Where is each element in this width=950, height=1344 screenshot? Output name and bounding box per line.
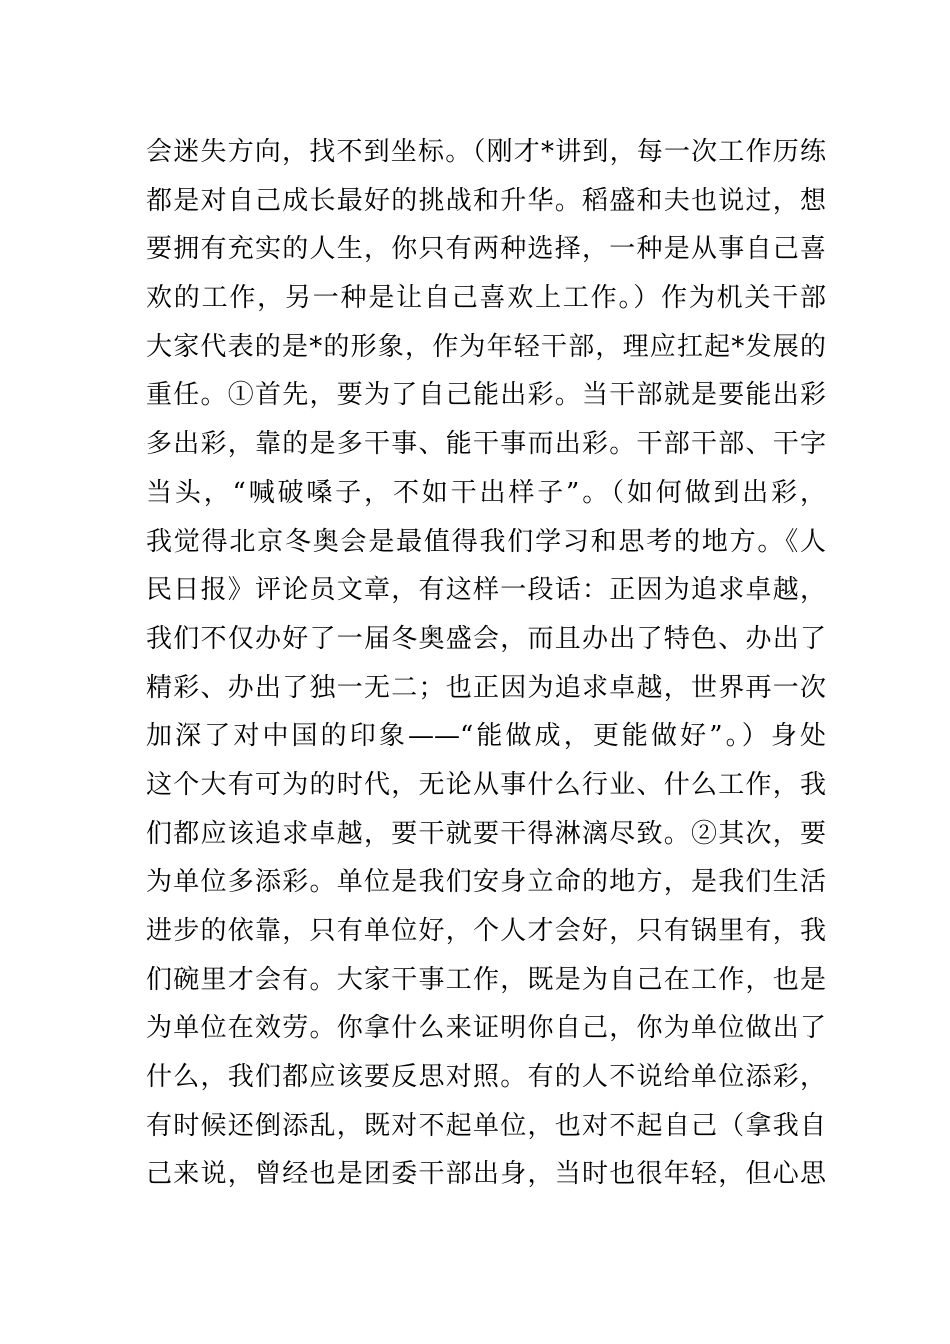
text-line: 我们不仅办好了一届冬奥盛会，而且办出了特色、办出了 (146, 623, 826, 654)
text-line: 有时候还倒添乱，既对不起单位，也对不起自己（拿我自 (146, 1110, 826, 1141)
body-text (146, 128, 826, 1199)
text-line: 会迷失方向，找不到坐标。（刚才*讲到，每一次工作历练 (146, 137, 826, 167)
text-line: 都是对自己成长最好的挑战和升华。稻盛和夫也说过，想 (146, 185, 826, 216)
text-line: 重任。①首先，要为了自己能出彩。当干部就是要能出彩 (146, 380, 826, 411)
text-line: 要拥有充实的人生，你只有两种选择，一种是从事自己喜 (146, 234, 826, 265)
text-line: 我觉得北京冬奥会是最值得我们学习和思考的地方。《人 (146, 526, 826, 557)
text-line: 大家代表的是*的形象，作为年轻干部，理应扛起*发展的 (146, 331, 826, 362)
text-line: 欢的工作，另一种是让自己喜欢上工作。）作为机关干部 (146, 283, 826, 314)
text-line: 们碗里才会有。大家干事工作，既是为自己在工作，也是 (146, 964, 826, 995)
text-line: 当头，“喊破嗓子，不如干出样子”。（如何做到出彩， (146, 477, 826, 508)
text-line: 为单位在效劳。你拿什么来证明你自己，你为单位做出了 (146, 1013, 826, 1044)
text-line: 这个大有可为的时代，无论从事什么行业、什么工作，我 (146, 769, 826, 800)
text-line: 什么，我们都应该要反思对照。有的人不说给单位添彩， (146, 1062, 826, 1093)
text-line: 进步的依靠，只有单位好，个人才会好，只有锅里有，我 (146, 916, 826, 946)
text-line: 们都应该追求卓越，要干就要干得淋漓尽致。②其次，要 (146, 818, 826, 849)
text-line: 为单位多添彩。单位是我们安身立命的地方，是我们生活 (146, 867, 826, 898)
text-line: 民日报》评论员文章，有这样一段话：正因为追求卓越， (146, 575, 826, 606)
text-line: 加深了对中国的印象——“能做成，更能做好”。）身处 (146, 721, 826, 752)
text-line: 精彩、办出了独一无二；也正因为追求卓越，世界再一次 (146, 672, 826, 703)
text-line: 己来说，曾经也是团委干部出身，当时也很年轻，但心思 (146, 1159, 826, 1190)
text-line: 多出彩，靠的是多干事、能干事而出彩。干部干部、干字 (146, 429, 826, 460)
